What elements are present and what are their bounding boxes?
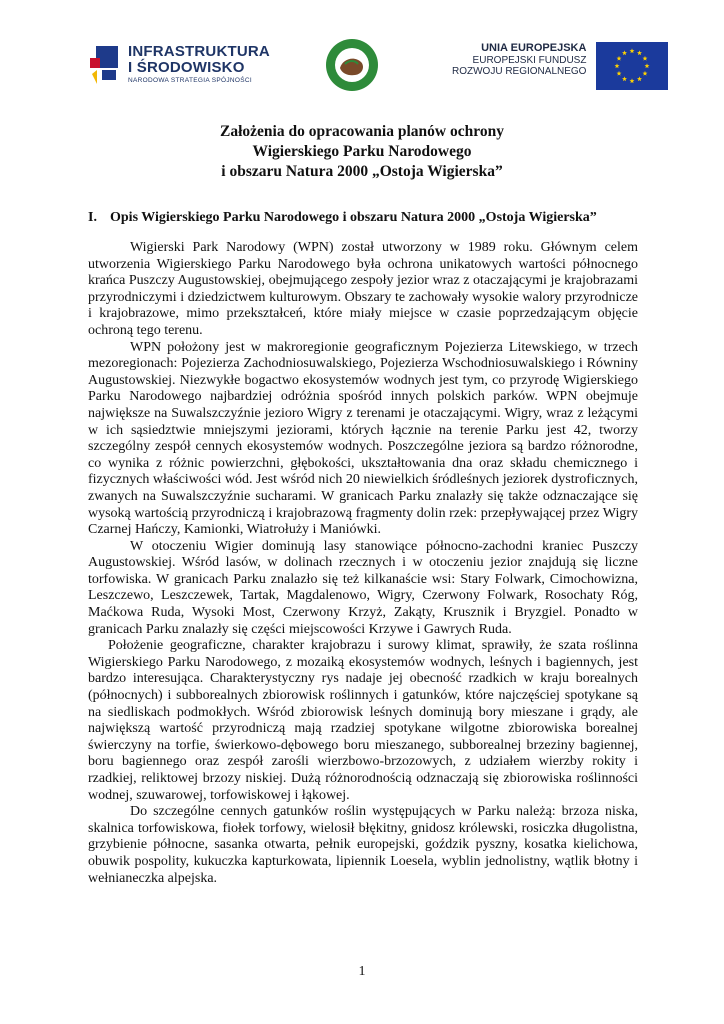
paragraph-5: Do szczególne cennych gatunków roślin występujących w Parku należą: brzoza niska, skalnica torfowiskowa, fiołek torfowy, wielosił błękitny, gnidosz królewski, rosiczka długolistna, grzybienie północne, sasanka otwarta, pełnik europejski, goździk pyszny, kosatka kielichowa, obuwik pospolity, kukuczka kapturkowata, lipiennik Loesela, wyblin jednolistny, wątlik błotny i wełnianeczka alpejska. <box>88 804 638 886</box>
eu-star-icon <box>617 71 622 76</box>
paragraph-2: WPN położony jest w makroregionie geograficznym Pojezierza Litewskiego, w trzech mezoregionach: Pojezierza Zachodniosuwalskiego, Pojezierza Wschodniosuwalskiego i Równiny Augustowskiej. Niezwykłe bogactwo ekosystemów wodnych jest tym, co przyrodę Wigierskiego Parku Narodowego najbardziej odróżnia spośród innych polskich parków. WPN obejmuje największe na Suwalszczyźnie jezioro Wigry z terenami je otaczającymi. Wigry, wraz z leżącymi w ich sąsiedztwie mniejszymi jeziorami, których łącznie na terenie Parku jest 42, tworzy szczególny zespół cennych ekosystemów wodnych. Poszczególne jeziora są bardzo różnorodne, co wynika z różnic powierzchni, głębokości, ukształtowania dna oraz składu chemicznego i fizycznych właściwości wód. Jest wśród nich 20 niewielkich śródleśnych jeziorek dystroficznych, zwanych na Suwalszczyźnie sucharami. W granicach Parku znalazły się także odznaczające się wysoką wartością przyrodniczą i krajobrazową fragmenty dolin rzek: przepływającej przez Wigry Czarnej Hańczy, Kamionki, Wiatrołuży i Maniówki. <box>88 339 638 538</box>
eu-flag-icon <box>596 42 668 90</box>
eu-logo-line2: EUROPEJSKI FUNDUSZ <box>472 54 587 66</box>
infrastruktura-srodowisko-logo <box>88 44 270 85</box>
unia-europejska-logo <box>452 42 668 90</box>
eu-star-icon <box>643 56 648 61</box>
infrastruktura-mark-icon <box>88 44 122 84</box>
section-heading <box>88 210 648 226</box>
section-title: Opis Wigierskiego Parku Narodowego i obszaru Natura 2000 „Ostoja Wigierska” <box>110 210 597 225</box>
title-line2: Wigierskiego Parku Narodowego <box>252 143 472 160</box>
infra-logo-line2: I ŚRODOWISKO <box>128 59 245 76</box>
paragraph-1: Wigierski Park Narodowy (WPN) został utworzony w 1989 roku. Głównym celem utworzenia Wigierskiego Parku Narodowego była ochrona unikatowych wartości północnego krańca Puszczy Augustowskiej, obejmującego zespoły jezior wraz z otaczającymi je krajobrazami przyrodniczymi i dziedzictwem kulturowym. Obszary te zachowały wysokie walory przyrodnicze i krajobrazowe, mimo przekształceń, które miały miejsce w czasie poprzedzającym objęcie ochroną tego terenu. <box>88 240 638 338</box>
eu-logo-line3: ROZWOJU REGIONALNEGO <box>452 66 587 78</box>
section-number: I. <box>88 210 97 225</box>
eu-star-icon <box>643 71 648 76</box>
paragraph-3: W otoczeniu Wigier dominują lasy stanowiące północno-zachodni kraniec Puszczy Augustowskiej. Wśród lasów, w dolinach rzecznych i w otoczeniu jezior znajdują się liczne torfowiska. W granicach Parku znalazło się też kilkanaście wsi: Stary Folwark, Cimochowizna, Leszczewo, Leszczewek, Tartak, Magdalenowo, Wigry, Czerwony Folwark, Rosochaty Róg, Maćkowa Ruda, Wysoki Most, Czerwony Krzyż, Zakąty, Krusznik i Bryzgiel. Ponadto w granicach Parku znalazły się części miejscowości Krzywe i Gawrych Ruda. <box>88 538 638 637</box>
eu-star-icon <box>630 48 635 53</box>
eu-star-icon <box>615 63 620 68</box>
document-title <box>0 122 724 182</box>
eu-star-icon <box>645 63 650 68</box>
eu-star-icon <box>622 76 627 81</box>
document-body <box>88 240 638 887</box>
infra-logo-line1: INFRASTRUKTURA <box>128 43 270 60</box>
eu-logo-line1: UNIA EUROPEJSKA <box>481 42 587 54</box>
page-number: 1 <box>358 964 366 979</box>
paragraph-4: Położenie geograficzne, charakter krajobrazu i surowy klimat, sprawiły, że szata roślinna Wigierskiego Parku Narodowego, z mozaiką ekosystemów wodnych, leśnych i bagiennych, jest bardzo interesująca. Charakterystyczny rys nadaje jej obecność rzadkich w kraju borealnych (północnych) i subborealnych zbiorowisk roślinnych i gatunków, które najczęściej spotykane są na siedliskach podmokłych. Wśród zbiorowisk leśnych dominują bory mieszane i grądy, ale największą wartość przyrodniczą mają rzadziej spotykane wilgotne zbiorowiska borealnej świerczyny na torfie, świerkowo-dębowego boru mieszanego, subborealnej brzeziny bagiennej, boru bagiennego oraz zespół zarośli wierzbowo-brzozowych, z udziałem wierzby rokity i rzadkiej, reliktowej brzozy niskiej. Dużą różnorodnością odznaczają się zbiorowiska roślinności wodnej, szuwarowej, torfowiskowej i łąkowej. <box>88 638 638 803</box>
eu-star-icon <box>637 76 642 81</box>
eu-star-icon <box>637 50 642 55</box>
eu-star-icon <box>622 50 627 55</box>
infra-logo-line3: NARODOWA STRATEGIA SPÓJNOŚCI <box>128 77 252 84</box>
page-header <box>0 36 724 106</box>
eu-star-icon <box>630 78 635 83</box>
wigierski-park-logo-icon <box>325 38 379 92</box>
title-line1: Założenia do opracowania planów ochrony <box>220 123 504 140</box>
eu-star-icon <box>617 56 622 61</box>
title-line3: i obszaru Natura 2000 „Ostoja Wigierska” <box>221 163 503 180</box>
